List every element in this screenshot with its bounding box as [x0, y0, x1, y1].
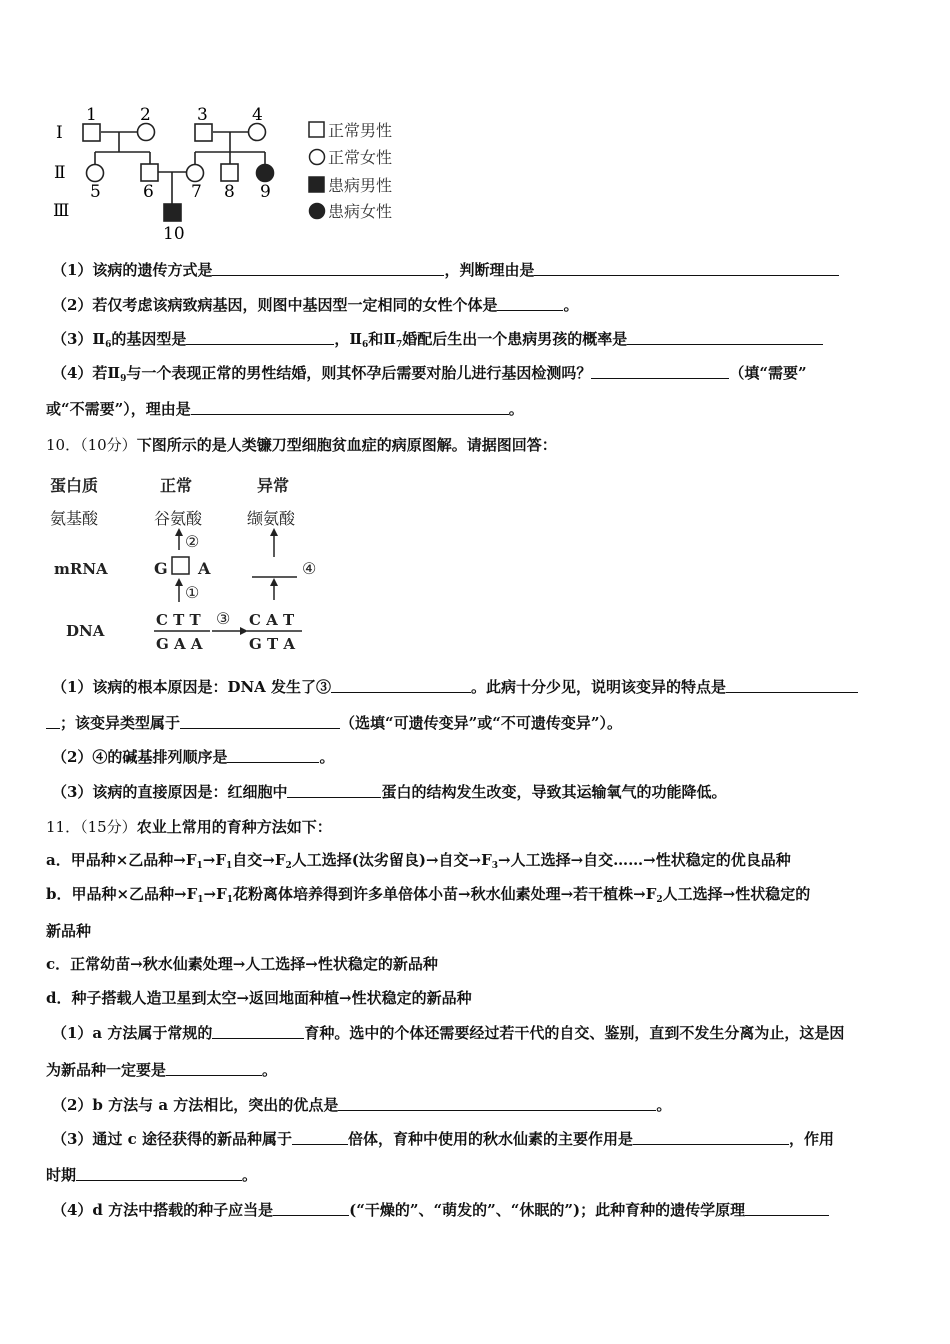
q9-part4: （4）若$Ⅱ_9$与一个表现正常的男性结婚，则其怀孕后需要对胎儿进行基因检测吗？ （填“需要”	[52, 364, 807, 384]
individual-6	[141, 164, 158, 181]
dna-abnormal-bottom: G T A	[249, 635, 296, 653]
answer-blank[interactable]	[186, 329, 334, 345]
q11-part3: （3）通过 c 途径获得的新品种属于 倍体，育种中使用的秋水仙素的主要作用是 ，作用	[52, 1130, 835, 1148]
answer-blank[interactable]	[292, 1129, 348, 1145]
num-7: 7	[191, 182, 202, 202]
mark-1: ①	[185, 583, 200, 602]
legend-affected-male-icon	[309, 177, 324, 192]
gen-label-2: Ⅱ	[54, 163, 66, 183]
legend-affected-female: 患病女性	[328, 202, 393, 221]
mark-3: ③	[216, 609, 231, 628]
sickle-cell-diagram	[44, 470, 344, 660]
row-dna: DNA	[66, 622, 105, 640]
mark-2: ②	[185, 532, 200, 551]
individual-9	[257, 165, 274, 182]
q9-part4-cont: 或“不需要”），理由是 。	[46, 400, 524, 418]
q11-part4: （4）d 方法中搭载的种子应当是 (“干燥的”、“萌发的”、“休眠的”)；此种育种的遗传学原理	[52, 1199, 829, 1221]
gen-label-1: Ⅰ	[56, 123, 63, 143]
legend-affected-male: 患病男性	[328, 176, 393, 195]
col-abnormal: 异常	[257, 476, 290, 495]
answer-blank[interactable]	[627, 329, 823, 345]
answer-blank[interactable]	[212, 1023, 304, 1039]
q11-header: 11．（15分）农业上常用的育种方法如下：	[46, 818, 332, 836]
individual-7	[187, 165, 204, 182]
q11-method-b: b．甲品种×乙品种$\to F_1\to F_1$花粉离体培养得到许多单倍体小苗→秋水仙素处理→若干植株$\to F_2$人工选择→性状稳定的	[46, 885, 811, 905]
num-9: 9	[260, 182, 271, 202]
aa-normal: 谷氨酸	[154, 509, 203, 528]
dna-abnormal-top: C A T	[249, 611, 295, 629]
dna-normal-top: C T T	[156, 611, 201, 629]
num-4: 4	[252, 105, 263, 125]
col-normal: 正常	[160, 476, 193, 495]
num-5: 5	[90, 182, 101, 202]
individual-1	[83, 124, 100, 141]
individual-8	[221, 164, 238, 181]
answer-blank[interactable]	[633, 1129, 789, 1145]
answer-blank[interactable]	[180, 713, 340, 729]
answer-blank[interactable]	[287, 782, 381, 798]
q9-part3: $(3)Ⅱ_6$的基因型是 ，$Ⅱ_6$和$Ⅱ_7$婚配后生出一个患病男孩的概率是	[52, 328, 823, 356]
answer-blank[interactable]	[166, 1060, 262, 1076]
q11-part2: （2）b 方法与 a 方法相比，突出的优点是 。	[52, 1096, 672, 1114]
mark-4: ④	[302, 559, 317, 578]
answer-blank[interactable]	[46, 713, 60, 729]
legend-normal-female: 正常女性	[328, 148, 393, 167]
answer-blank[interactable]	[227, 747, 319, 763]
mrna-left: G	[154, 559, 168, 578]
answer-blank[interactable]	[331, 677, 471, 693]
answer-blank[interactable]	[726, 677, 858, 693]
q11-part1-cont: 为新品种一定要是 。	[46, 1061, 278, 1079]
answer-blank[interactable]	[497, 295, 563, 311]
answer-blank[interactable]	[212, 260, 444, 276]
legend-normal-male: 正常男性	[328, 121, 393, 140]
answer-blank[interactable]	[591, 363, 729, 379]
legend-normal-female-icon	[310, 150, 325, 165]
answer-blank[interactable]	[191, 399, 509, 415]
aa-abnormal: 缬氨酸	[247, 509, 296, 528]
q10-part2: （2）④的碱基排列顺序是 。	[52, 748, 335, 766]
num-8: 8	[224, 182, 235, 202]
q10-header: 10．（10分）下图所示的是人类镰刀型细胞贫血症的病原图解。请据图回答：	[46, 436, 557, 454]
row-amino-acid: 氨基酸	[50, 509, 99, 528]
q11-part1: （1）a 方法属于常规的 育种。选中的个体还需要经过若干代的自交、鉴别，直到不发生分离为止，这是因	[52, 1024, 845, 1042]
num-2: 2	[140, 105, 151, 125]
answer-blank[interactable]	[745, 1200, 829, 1216]
q11-part3-cont: 时期 。	[46, 1166, 258, 1184]
individual-5	[87, 165, 104, 182]
gen-label-3: Ⅲ	[53, 201, 70, 221]
individual-4	[249, 124, 266, 141]
row-mrna: mRNA	[54, 560, 108, 578]
num-6: 6	[143, 182, 154, 202]
q11-method-d: d．种子搭载人造卫星到太空→返回地面种植→性状稳定的新品种	[46, 989, 472, 1007]
col-protein: 蛋白质	[50, 476, 99, 495]
mrna-right: A	[198, 559, 211, 578]
q10-part3: （3）该病的直接原因是：红细胞中 蛋白的结构发生改变，导致其运输氧气的功能降低。	[52, 783, 727, 801]
individual-2	[138, 124, 155, 141]
individual-3	[195, 124, 212, 141]
num-1: 1	[86, 105, 97, 125]
q9-part2: （2）若仅考虑该病致病基因，则图中基因型一定相同的女性个体是 。	[52, 296, 579, 314]
q10-part1: （1）该病的根本原因是：DNA 发生了③ 。此病十分少见，说明该变异的特点是	[52, 676, 858, 698]
q11-method-c: c．正常幼苗→秋水仙素处理→人工选择→性状稳定的新品种	[46, 955, 438, 973]
answer-blank[interactable]	[338, 1095, 656, 1111]
q10-part1-cont: ；该变异类型属于 （选填“可遗传变异”或“不可遗传变异”）。	[46, 712, 622, 734]
answer-blank[interactable]	[273, 1200, 349, 1216]
q9-part1: （1）该病的遗传方式是 ，判断理由是	[52, 259, 839, 281]
q11-method-b-cont: 新品种	[46, 922, 92, 940]
num-3: 3	[197, 105, 208, 125]
answer-blank[interactable]	[76, 1165, 242, 1181]
q11-method-a: a．甲品种×乙品种$\to F_1\to F_1$自交$\to F_2$人工选择(汰劣留良)→自交$\to F_3\to$人工选择→自交……→性状稳定的优良品种	[46, 851, 791, 871]
dna-normal-bottom: G A A	[156, 635, 203, 653]
individual-10	[164, 204, 181, 221]
legend-affected-female-icon	[310, 204, 325, 219]
pedigree-chart	[50, 96, 430, 246]
num-10: 10	[163, 224, 185, 244]
mrna-missing-base-box[interactable]	[172, 557, 189, 574]
answer-blank[interactable]	[534, 260, 839, 276]
legend-normal-male-icon	[309, 122, 324, 137]
